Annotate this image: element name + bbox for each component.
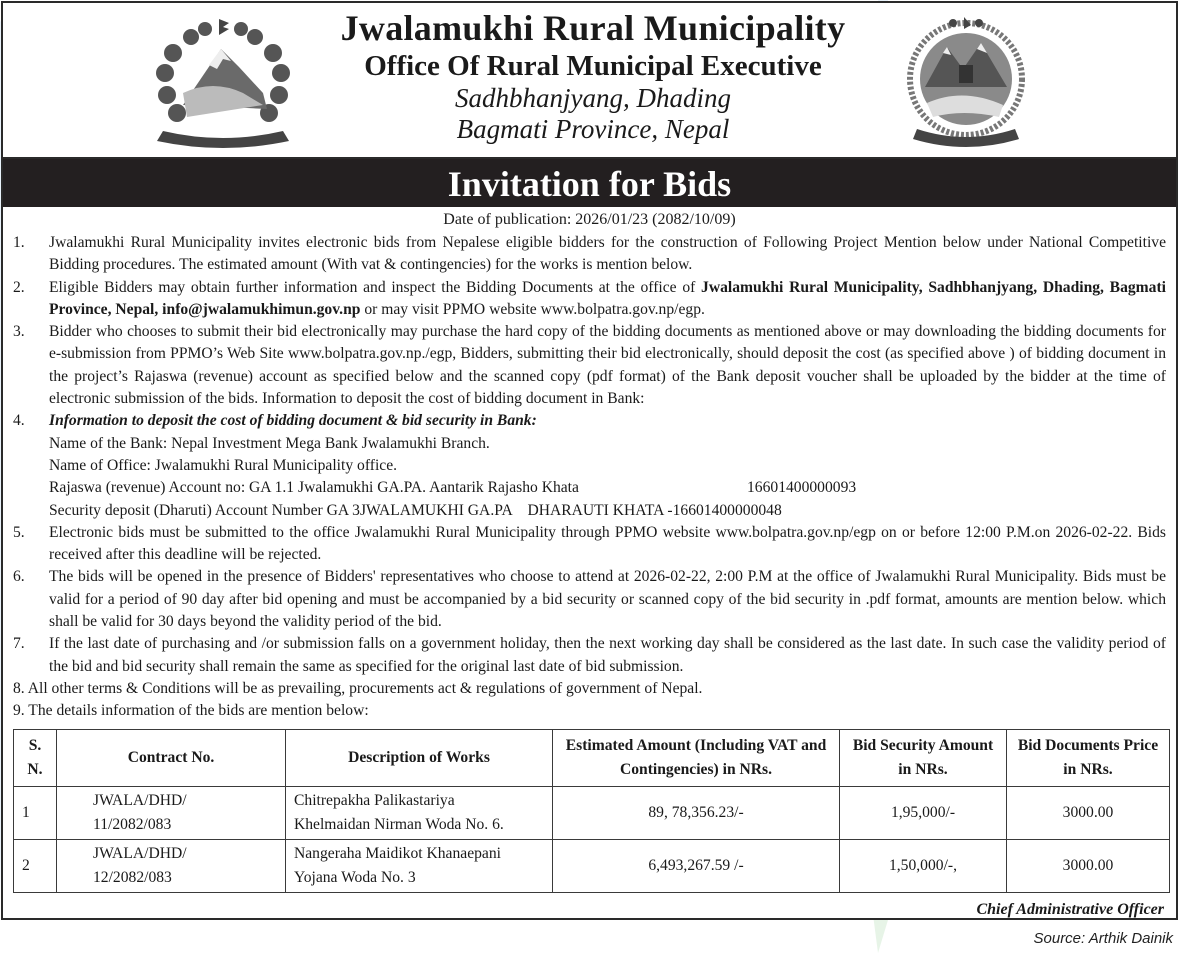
col-bid-security: Bid Security Amount in NRs. xyxy=(840,729,1007,786)
notice-title: Invitation for Bids xyxy=(447,164,732,204)
cell-bid-security: 1,95,000/- xyxy=(840,786,1007,839)
bank-info xyxy=(49,410,1166,521)
col-description: Description of Works xyxy=(286,729,553,786)
cell-doc-price: 3000.00 xyxy=(1007,839,1170,892)
contract-line: 11/2082/083 xyxy=(93,815,172,833)
clause-5 xyxy=(13,522,1166,567)
revenue-account-label: Rajaswa (revenue) Account no: GA 1.1 Jwalamukhi GA.PA. Aantarik Rajasho Khata xyxy=(49,479,579,497)
nepal-government-emblem-icon xyxy=(143,13,303,151)
contract-line: 12/2082/083 xyxy=(93,868,172,886)
clause-6 xyxy=(13,566,1166,633)
revenue-account-number: 16601400000093 xyxy=(747,479,857,497)
clause-number: 4. xyxy=(13,412,25,430)
clause-text: The bids will be opened in the presence of Bidders' representatives who choose to attend at 2026-02-22, 2:00 P.M at the office of Jwalamukhi Rural Municipality. Bids must be valid for a period of 90 day after bid opening and must be accompanied by a bid security or scanned copy of the bid security in .pdf format, amounts are mention below. which shall be valid for 30 days beyond the validity period of the bid. xyxy=(49,568,1166,631)
col-doc-price: Bid Documents Price in NRs. xyxy=(1007,729,1170,786)
description-line: Khelmaidan Nirman Woda No. 6. xyxy=(294,815,504,833)
contract-line: JWALA/DHD/ xyxy=(93,844,187,862)
clause-text: Jwalamukhi Rural Municipality invites electronic bids from Nepalese eligible bidders for the construction of Following Project Mention below under National Competitive Bidding procedures. The estimated amount (With vat & contingencies) for the works is mention below. xyxy=(49,234,1166,274)
col-contract-no: Contract No. xyxy=(57,729,286,786)
title-block xyxy=(303,7,883,145)
clause-2 xyxy=(13,277,1166,322)
clause-8: 8. All other terms & Conditions will be as prevailing, procurements act & regulations of government of Nepal. xyxy=(13,679,703,697)
office-name-line: Name of Office: Jwalamukhi Rural Municipality office. xyxy=(49,456,398,474)
notice-title-banner xyxy=(3,159,1176,207)
revenue-account-row xyxy=(49,477,1166,499)
clause-text-part: Eligible Bidders may obtain further information and inspect the Bidding Documents at the office of xyxy=(49,278,702,296)
clause-4 xyxy=(13,410,1166,521)
col-estimated-amount: Estimated Amount (Including VAT and Contingencies) in NRs. xyxy=(553,729,840,786)
description-line: Yojana Woda No. 3 xyxy=(294,868,416,886)
office-name: Office Of Rural Municipal Executive xyxy=(364,50,822,82)
clause-text: Electronic bids must be submitted to the office Jwalamukhi Rural Municipality through PPMO website www.bolpatra.gov.np/egp on or before 12:00 P.M.on 2026-02-22. Bids received after this deadline will be rejected. xyxy=(49,523,1166,564)
col-sn: S. N. xyxy=(14,729,57,786)
description-line: Nangeraha Maidikot Khanaepani xyxy=(294,844,501,862)
clause-number: 1. xyxy=(13,234,25,251)
source-credit: Source: Arthik Dainik xyxy=(1033,930,1173,947)
bid-details-table xyxy=(13,729,1170,893)
cell-estimated-amount: 6,493,267.59 /- xyxy=(553,839,840,892)
clause-text-part: or may visit PPMO website www.bolpatra.gov.np/egp. xyxy=(360,300,705,318)
address-line-1: Sadhbhanjyang, Dhading xyxy=(455,83,731,113)
clause-text xyxy=(49,277,1166,322)
table-header-row xyxy=(14,729,1170,786)
cell-contract-no xyxy=(57,786,286,839)
cell-contract-no xyxy=(57,839,286,892)
clause-number: 2. xyxy=(13,278,25,296)
jwalamukhi-municipality-logo-icon xyxy=(903,17,1029,151)
cell-doc-price: 3000.00 xyxy=(1007,786,1170,839)
clause-number: 7. xyxy=(13,635,25,653)
contract-line: JWALA/DHD/ xyxy=(93,791,187,809)
clause-7 xyxy=(13,633,1166,678)
signatory-title: Chief Administrative Officer xyxy=(976,900,1164,918)
clause-text: If the last date of purchasing and /or submission falls on a government holiday, then the next working day shall be considered as the last date. In such case the validity period of the bid and bid security shall remain the same as specified for the original last date of bid submission. xyxy=(49,635,1166,675)
clause-3 xyxy=(13,321,1166,410)
security-deposit-account: Security deposit (Dharuti) Account Number GA 3JWALAMUKHI GA.PA DHARAUTI KHATA -16601400000048 xyxy=(49,501,782,519)
clause-1 xyxy=(13,232,1166,277)
cell-estimated-amount: 89, 78,356.23/- xyxy=(553,786,840,839)
table-row xyxy=(14,786,1170,839)
bank-info-heading: Information to deposit the cost of bidding document & bid security in Bank: xyxy=(49,412,537,430)
clause-number: 3. xyxy=(13,323,25,341)
notice-header xyxy=(3,3,1176,159)
publication-date: Date of publication: 2026/01/23 (2082/10/09) xyxy=(443,211,736,228)
bid-notice xyxy=(1,1,1178,920)
cell-description xyxy=(286,839,553,892)
clause-9: 9. The details information of the bids are mention below: xyxy=(13,702,369,720)
clause-text: Bidder who chooses to submit their bid electronically may purchase the hard copy of the bidding documents as mentioned above or may downloading the bidding documents for e-submission from PPMO’s Web Site www.bolpatra.gov.np./egp, Bidders, submitting their bid electronically, should deposit the cost (as specified above ) of bidding document in the project’s Rajaswa (revenue) account as specified below and the scanned copy (pdf format) of the Bank deposit voucher shall be uploaded by the bidder at the time of electronic submission of the bids. Information to deposit the cost of bidding document in Bank: xyxy=(49,323,1166,408)
cell-description xyxy=(286,786,553,839)
description-line: Chitrepakha Palikastariya xyxy=(294,791,455,809)
clause-list xyxy=(13,232,1166,723)
municipality-name: Jwalamukhi Rural Municipality xyxy=(340,8,846,48)
address-line-2: Bagmati Province, Nepal xyxy=(456,114,730,144)
cell-sn: 2 xyxy=(14,839,57,892)
cell-bid-security: 1,50,000/-, xyxy=(840,839,1007,892)
clause-number: 6. xyxy=(13,568,25,586)
bank-name: Name of the Bank: Nepal Investment Mega Bank Jwalamukhi Branch. xyxy=(49,434,490,452)
office-contact-email[interactable]: Jwalamukhi Rural Municipality, Sadhbhanjyang, Dhading, Bagmati Province, Nepal, info@jwalamukhimun.gov.np xyxy=(49,278,1166,318)
cell-sn: 1 xyxy=(14,786,57,839)
table-row xyxy=(14,839,1170,892)
clause-number: 5. xyxy=(13,523,25,541)
